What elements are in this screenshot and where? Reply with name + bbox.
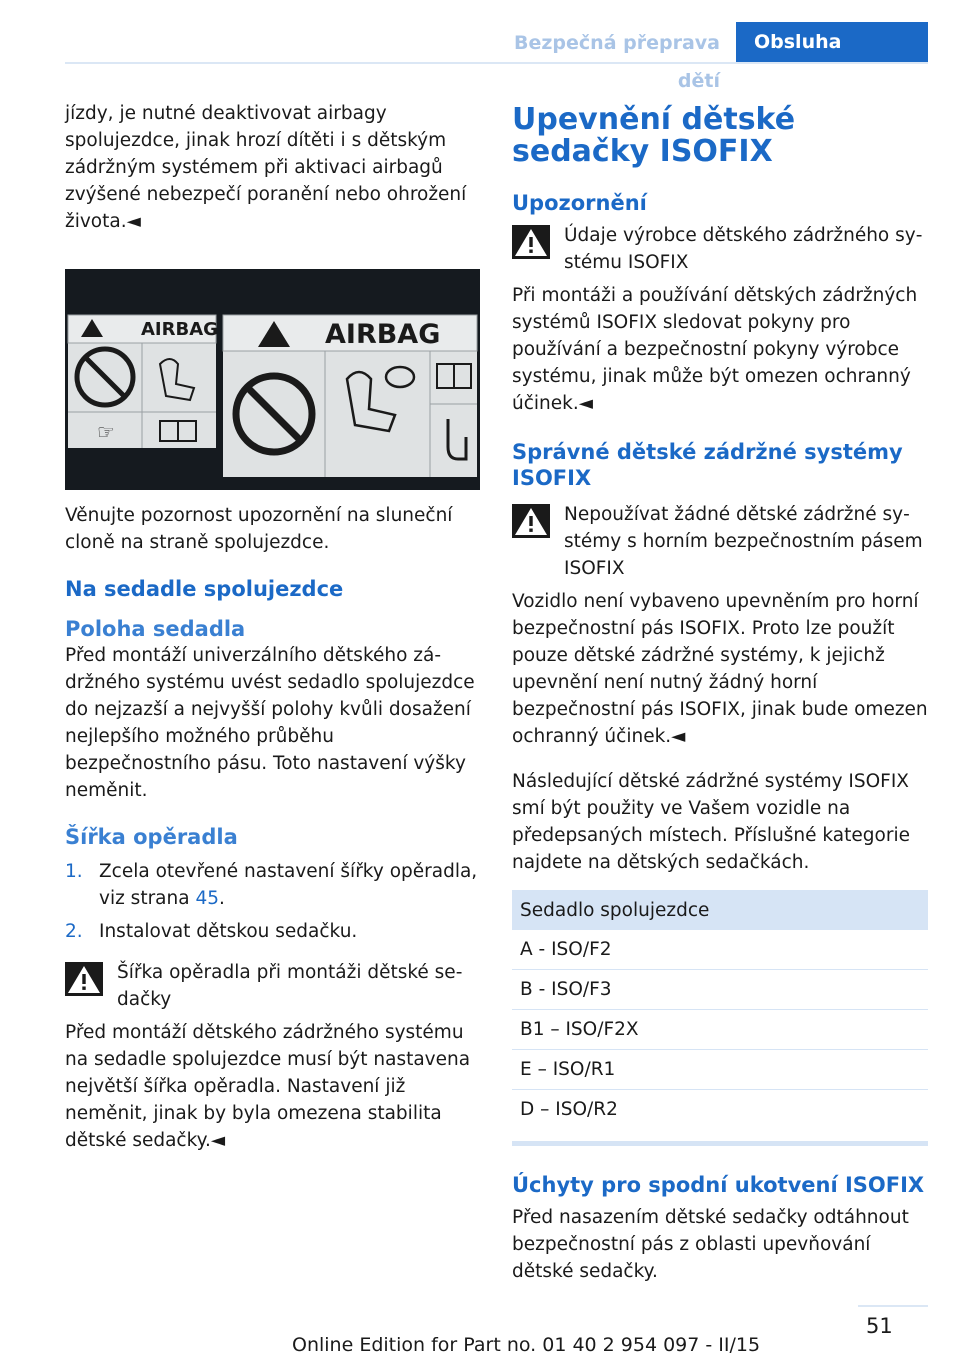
right-column bbox=[512, 100, 930, 1285]
isofix-table bbox=[512, 890, 928, 1129]
header-rule bbox=[65, 62, 928, 64]
warning-title: Údaje výrobce dětského zádržného systému ISOFIX bbox=[564, 225, 923, 273]
heading-isofix: Upevnění dětské sedačky ISOFIX bbox=[512, 102, 796, 169]
table-cell: E – ISO/R1 bbox=[512, 1050, 928, 1090]
svg-text:☞: ☞ bbox=[97, 420, 115, 444]
airbag-sticker-illustration bbox=[65, 269, 480, 490]
table-row bbox=[512, 1010, 928, 1050]
warning-icon bbox=[65, 962, 103, 996]
heading-correct-systems: Správné dětské zádržné systémy ISOFIX bbox=[512, 440, 903, 490]
warning-icon bbox=[512, 504, 550, 538]
step-text: Instalovat dětskou sedačku. bbox=[99, 921, 358, 942]
warning-icon bbox=[512, 225, 550, 259]
heading-passenger-seat: Na sedadle spolujezdce bbox=[65, 577, 344, 601]
seat-position-text: Před montáží univerzálního dětského zádržného systému uvést sedadlo spolujezdce do nejzazší a nejvyšší polohy kvůli dosažení nejlepšího možného průběhu bezpečnostního pásu. Toto nastavení výšky neměnit. bbox=[65, 645, 475, 801]
step-number: 2. bbox=[65, 921, 83, 942]
table-row bbox=[512, 970, 928, 1010]
heading-seat-position: Poloha sedadla bbox=[65, 617, 246, 641]
warning-manufacturer bbox=[512, 222, 930, 276]
table-cell: D – ISO/R2 bbox=[520, 1099, 618, 1120]
page-number: 51 bbox=[866, 1314, 893, 1338]
heading-note: Upozornění bbox=[512, 191, 647, 215]
list-item bbox=[65, 858, 485, 912]
step-text: Zcela otevřené nastavení šířky opěradla, viz strana bbox=[99, 861, 478, 909]
page-link[interactable]: 45 bbox=[195, 888, 220, 909]
following-systems-text: Následující dětské zádržné systémy ISOFIX smí být použity ve Vašem vozidle na předepsaných místech. Příslušné kategorie najdete na dětských sedačkách. bbox=[512, 771, 910, 873]
table-end-rule bbox=[512, 1141, 928, 1146]
warning-text: Při montáži a používání dětských zádržných systémů ISOFIX sledovat pokyny pro používání a bezpečnostní pokyny výrobce systému, jinak může být omezen ochranný účinek.◄ bbox=[512, 285, 918, 414]
small-airbag-label: AIRBAG bbox=[141, 319, 218, 340]
running-header-chapter: Obsluha bbox=[736, 22, 928, 62]
warning-title: Nepoužívat žádné dětské zádržné systémy s horním bezpečnostním pásem ISOFIX bbox=[564, 504, 923, 579]
warning-text: Vozidlo není vybaveno upevněním pro horní bezpečnostní pás ISOFIX. Proto lze použít pouze dětské zádržné systémy, k jejichž upevnění není nutný žádný horní bezpečnostní pás ISOFIX, jinak bude omezen ochranný účinek.◄ bbox=[512, 591, 928, 747]
step-text-after: . bbox=[219, 888, 225, 909]
running-header-section: Bezpečná přeprava dětí bbox=[514, 32, 720, 92]
footer-rule bbox=[858, 1305, 928, 1307]
table-row bbox=[512, 930, 928, 970]
intro-paragraph: jízdy, je nutné deaktivovat airbagy spolujezdce, jinak hrozí dítěti i s dětským zádržným systémem při aktivaci airbagů zvýšené nebezpečí poranění nebo ohrožení života.◄ bbox=[65, 103, 467, 232]
heading-anchors: Úchyty pro spodní ukotvení ISOFIX bbox=[512, 1173, 925, 1197]
airbag-sticker-photo bbox=[65, 269, 480, 490]
list-item bbox=[65, 918, 485, 945]
table-cell: B - ISO/F3 bbox=[512, 970, 928, 1010]
step-number: 1. bbox=[65, 861, 83, 882]
warning-text: Před montáží dětského zádržného systému na sedadle spolujezdce musí být nastavena největší šířka opěradla. Nastavení již neměnit, jinak by byla omezena stabilita dětské sedačky.◄ bbox=[65, 1022, 471, 1151]
steps-list bbox=[65, 858, 485, 945]
table-row bbox=[512, 1050, 928, 1090]
heading-backrest-width: Šířka opěradla bbox=[65, 825, 238, 849]
table-cell: B1 – ISO/F2X bbox=[512, 1010, 928, 1050]
warning-backrest bbox=[65, 959, 485, 1013]
left-column bbox=[65, 100, 485, 1154]
anchors-text: Před nasazením dětské sedačky odtáhnout bezpečnostní pás z oblasti upevňování dětské sedačky. bbox=[512, 1207, 909, 1282]
warning-top-tether bbox=[512, 501, 930, 582]
warning-title: Šířka opěradla při montáži dětské sedačky bbox=[117, 962, 463, 1010]
table-header: Sedadlo spolujezdce bbox=[512, 890, 928, 930]
table-cell: A - ISO/F2 bbox=[512, 930, 928, 970]
photo-caption: Věnujte pozornost upozornění na sluneční cloně na straně spolujezdce. bbox=[65, 505, 453, 553]
table-row bbox=[512, 1090, 928, 1130]
edition-note: Online Edition for Part no. 01 40 2 954 097 - II/15 bbox=[292, 1334, 761, 1356]
large-airbag-label: AIRBAG bbox=[325, 319, 441, 350]
